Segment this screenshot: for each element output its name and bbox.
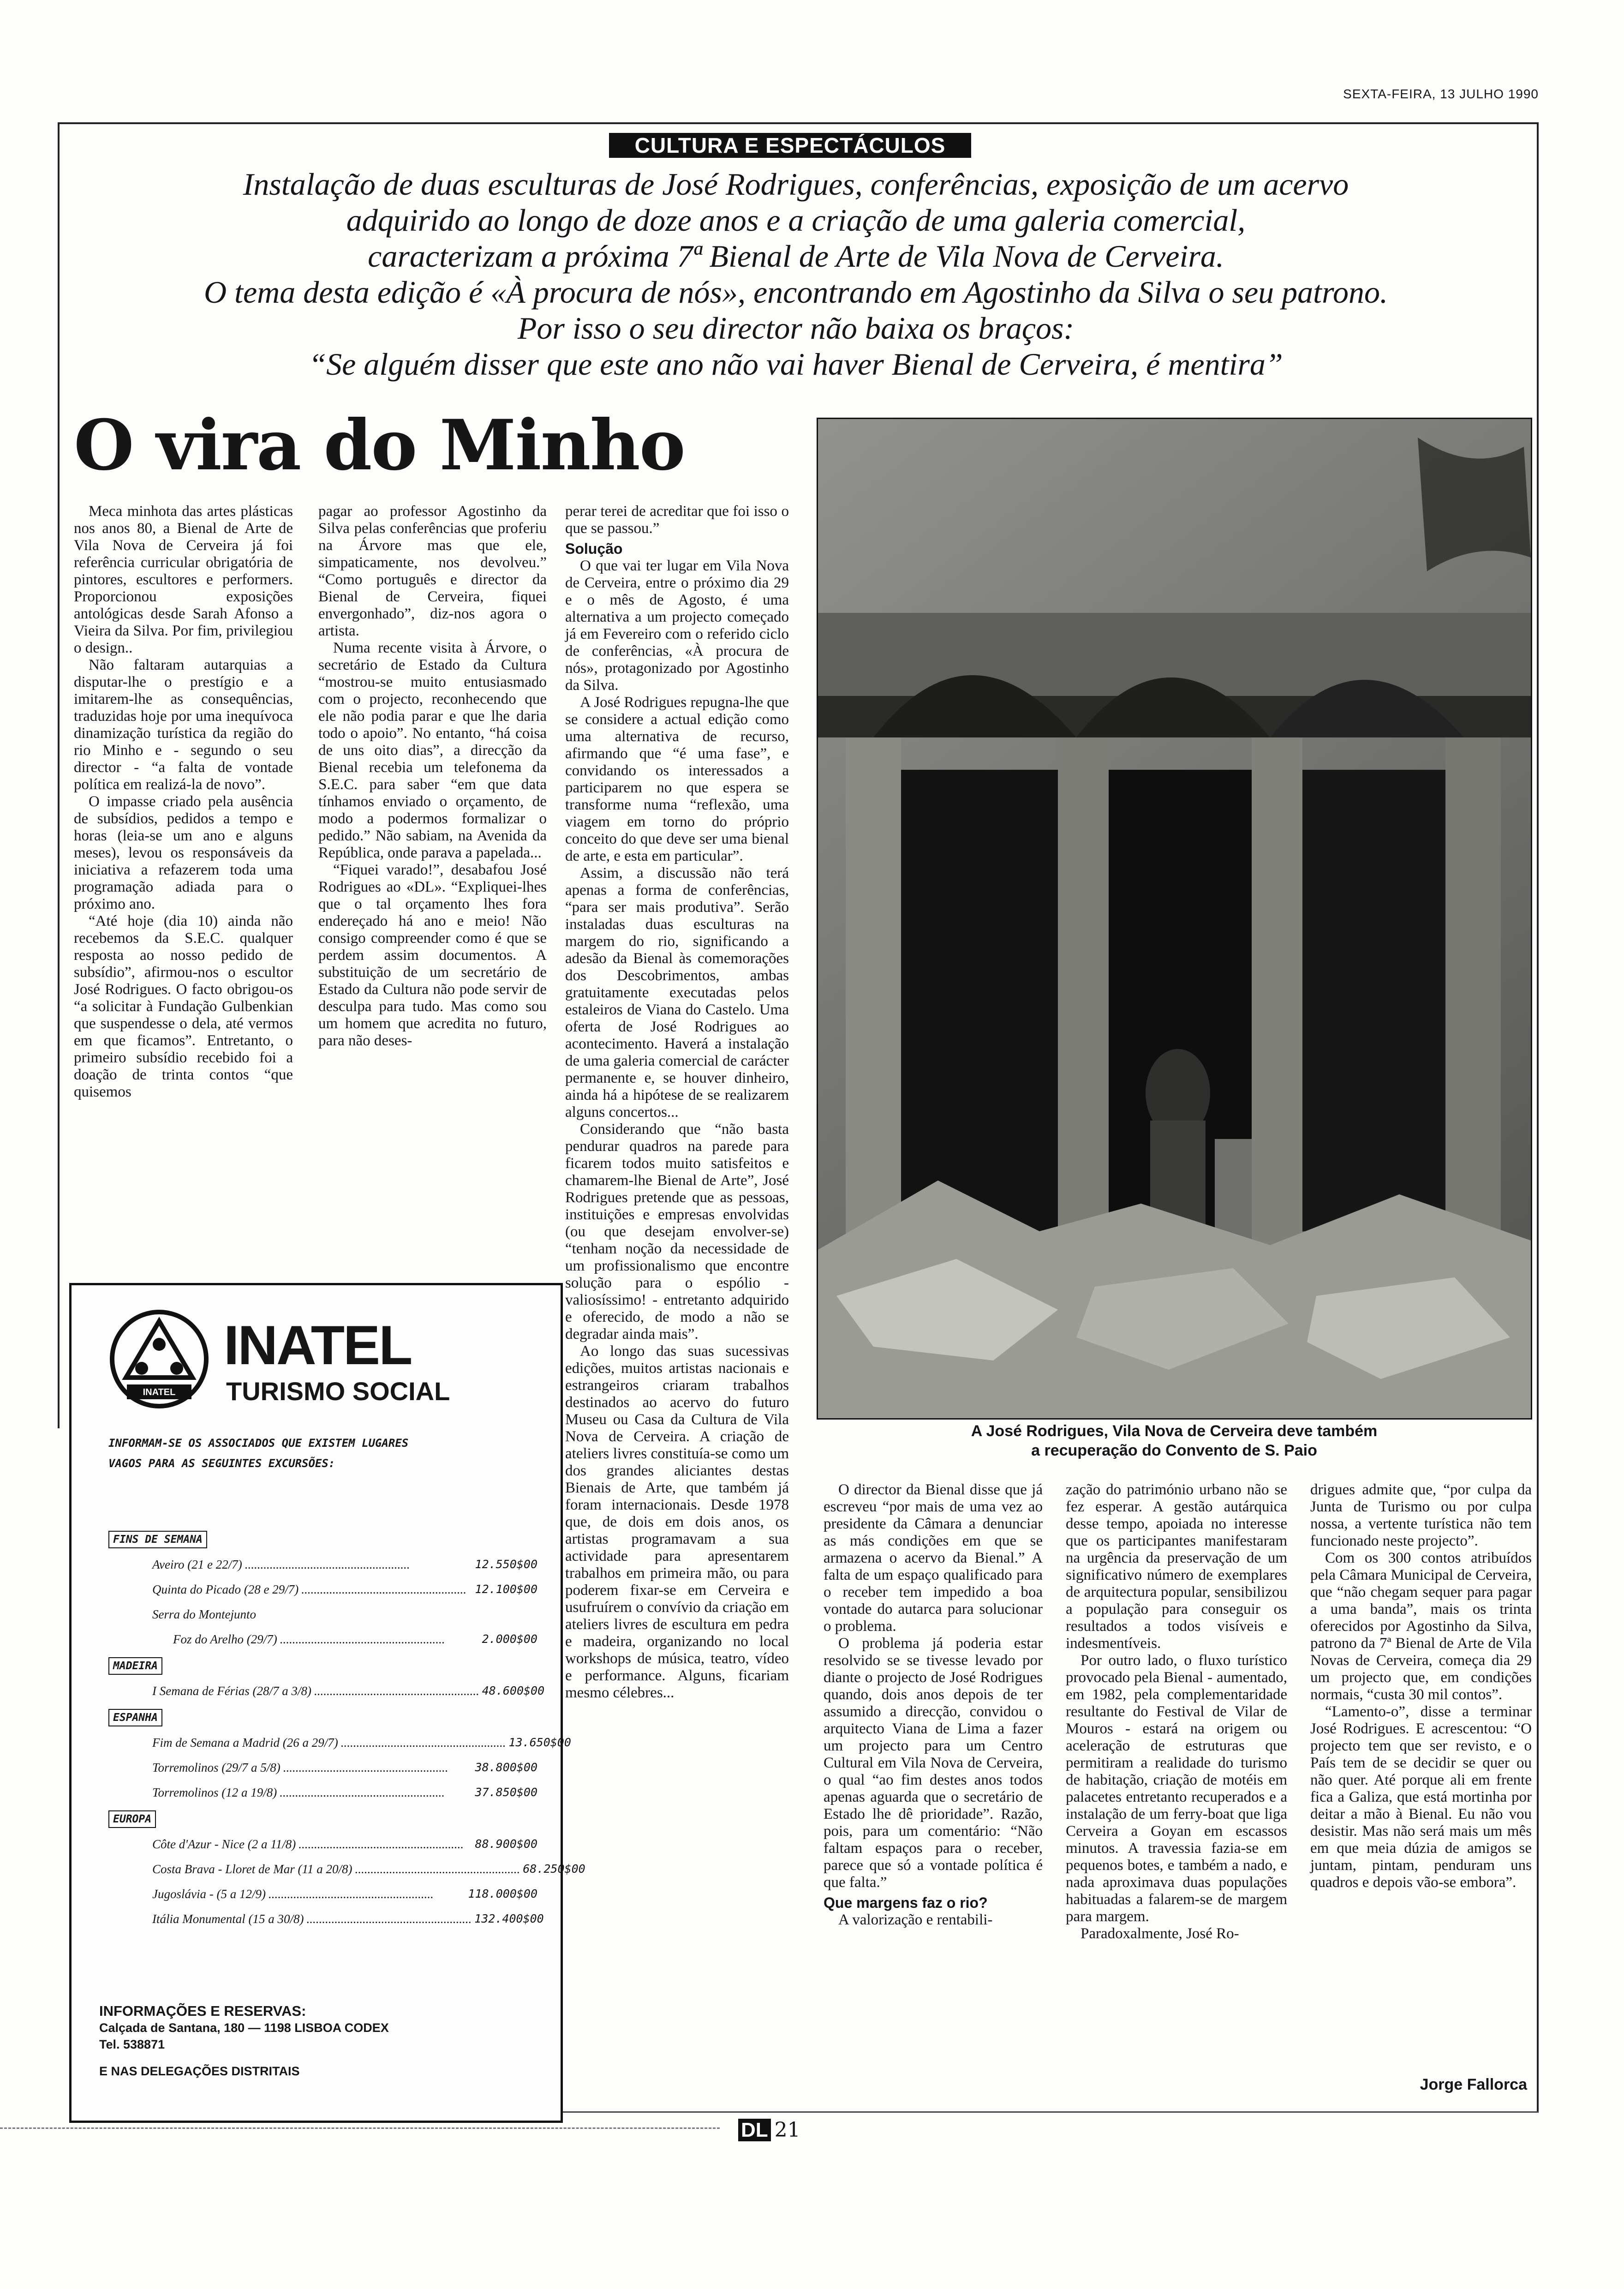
convent-ruin-illustration	[818, 419, 1531, 1418]
article-column-3	[565, 503, 789, 1702]
excursion-name: Foz do Arelho (29/7)	[173, 1632, 277, 1646]
excursion-price: 12.550$00	[475, 1558, 537, 1571]
article-photo	[817, 418, 1532, 1420]
excursion-name: Fim de Semana a Madrid (26 a 29/7)	[152, 1736, 338, 1750]
ad-footer-address: Calçada de Santana, 180 — 1198 LISBOA CODEX	[99, 2021, 389, 2035]
excursion-price: 37.850$00	[475, 1786, 537, 1799]
lead-paragraph	[69, 166, 1522, 382]
ad-intro-line: INFORMAM-SE OS ASSOCIADOS QUE EXISTEM LUGARES	[108, 1437, 409, 1450]
lead-line: Por isso o seu director não baixa os braços:	[517, 311, 1075, 346]
excursion-row: Itália Monumental (15 a 30/8) ..................................................... 132.400$00	[108, 1906, 537, 1931]
excursion-row: Torremolinos (12 a 19/8) ..................................................... 37.850$00	[108, 1780, 537, 1805]
inatel-logo-icon	[108, 1308, 210, 1410]
paragraph: Por outro lado, o fluxo turístico provocado pela Bienal - aumentado, em 1982, pela complementaridade resultante do Festival de Vilar de Mouros - estará na origem ou aceleração de estruturas que permitiram a realidade do turismo de habitação, criação de motéis em palacetes entretanto recuperados e a instalação de um ferry-boat que liga Cerveira a Goyan em escassos minutos. A travessia fazia-se em pequenos botes, e também a nado, e nada aproximava duas populações habituadas a falarem-se de margem para margem.	[1066, 1652, 1287, 1925]
paragraph: Não faltaram autarquias a disputar-lhe o prestígio e a imitarem-lhe as consequências, traduzidas hoje por uma inequívoca dinamização turística da região do rio Minho e - segundo o seu director - “a falta de vontade política em realizá-la de novo”.	[74, 657, 293, 793]
paragraph: Com os 300 contos atribuídos pela Câmara Municipal de Cerveira, que “não chegam sequer para pagar a uma banda”, mais os trinta oferecidos por Agostinho da Silva, patrono da 7ª Bienal de Arte de Vila Novas de Cerveira, começa dia 29 um projecto que, em condições normais, “custa 30 mil contos”.	[1310, 1550, 1532, 1703]
ad-footer-title: INFORMAÇÕES E RESERVAS:	[99, 2003, 306, 2019]
excursion-price: 48.600$00	[482, 1684, 545, 1697]
excursion-row: Costa Brava - Lloret de Mar (11 a 20/8) ..................................................... 68.250$00	[108, 1857, 537, 1882]
footer-divider	[0, 2127, 720, 2129]
frame-right	[1537, 122, 1539, 2111]
article-column-5	[1066, 1481, 1287, 1942]
paragraph: A José Rodrigues repugna-lhe que se considere a actual edição como uma alternativa de recurso, afirmando que “é uma fase”, e convidando os interessados a participarem no que espera se transforme numa “reflexão, uma viagem em torno do próprio conceito do que deve ser uma bienal de arte, e esta em particular”.	[565, 694, 789, 864]
excursion-row: Torremolinos (29/7 a 5/8) ..................................................... 38.800$00	[108, 1755, 537, 1780]
paragraph: “Fiquei varado!”, desabafou José Rodrigues ao «DL». “Expliquei-lhes que o tal orçamento lhes fora endereçado há ano e meio! Não consigo compreender como é que se perdem assim documentos. A substituição de um secretário de Estado da Cultura não pode servir de desculpa para tudo. Mas como sou um homem que acredita no futuro, para não deses-	[318, 862, 547, 1049]
article-column-4	[824, 1481, 1043, 1929]
page-date: SEXTA-FEIRA, 13 JULHO 1990	[1343, 87, 1539, 101]
ad-intro-line: VAGOS PARA AS SEGUINTES EXCURSÕES:	[108, 1457, 335, 1470]
excursion-name: Torremolinos (12 a 19/8)	[152, 1786, 277, 1799]
category-label: MADEIRA	[108, 1657, 162, 1675]
masthead-logo: DL	[738, 2119, 771, 2141]
frame-top	[58, 122, 1539, 124]
page-number	[738, 2118, 800, 2142]
article-column-6	[1310, 1481, 1532, 1891]
excursion-row: I Semana de Férias (28/7 a 3/8) ..................................................... 48.600$00	[108, 1678, 537, 1703]
excursion-name: Quinta do Picado (28 e 29/7)	[152, 1582, 299, 1596]
article-column-2	[318, 503, 547, 1049]
excursion-row: Jugoslávia - (5 a 12/9) ..................................................... 118.000$00	[108, 1882, 537, 1906]
excursion-row: Aveiro (21 e 22/7) ..................................................... 12.550$00	[108, 1552, 537, 1577]
paragraph: O problema já poderia estar resolvido se se tivesse levado por diante o projecto de José Rodrigues quando, dois anos depois de ter assumido a direcção, convidou o arquitecto Viana de Lima a fazer um projecto para um Centro Cultural em Vila Nova de Cerveira, o qual “ao fim destes anos todos apenas aguarda que o secretário de Estado lhe dê prioridade”. Razão, pois, para um comentário: “Não faltam espaços para o receber, parece que só a vontade política é que falta.”	[824, 1635, 1043, 1891]
excursion-name: Costa Brava - Lloret de Mar (11 a 20/8)	[152, 1862, 352, 1876]
excursion-list	[108, 1525, 585, 1931]
paragraph: Paradoxalmente, José Ro-	[1081, 1925, 1239, 1942]
ad-intro	[108, 1433, 533, 1474]
category-label: ESPANHA	[108, 1709, 162, 1726]
article-column-1	[74, 503, 293, 1101]
paragraph: pagar ao professor Agostinho da Silva pelas conferências que proferiu na Árvore mas que ele, simpaticamente, nos devolveu.” “Como português e director da Bienal de Cerveira, fiquei envergonhado”, diz-nos agora o artista.	[318, 503, 547, 639]
ad-footer-phone: Tel. 538871	[99, 2037, 165, 2051]
paragraph: Meca minhota das artes plásticas nos anos 80, a Bienal de Arte de Vila Nova de Cerveira já foi referência curricular obrigatória de pintores, escultores e performers. Proporcionou exposições antológicas desde Sarah Afonso a Vieira da Silva. Por fim, privilegiou o design..	[74, 503, 293, 656]
excursion-price: 118.000$00	[468, 1887, 537, 1900]
page-number-text: 21	[774, 2118, 800, 2142]
paragraph: “Até hoje (dia 10) ainda não recebemos da S.E.C. qualquer resposta ao nosso pedido de subsídio”, afirmou-nos o escultor José Rodrigues. O facto obrigou-os “a solicitar à Fundação Gulbenkian que suspendesse o dela, até vermos em que ficamos”. Entretanto, o primeiro subsídio recebido foi a doação de trinta contos “que quisemos	[74, 913, 293, 1100]
excursion-row	[108, 1602, 537, 1627]
paragraph: perar terei de acreditar que foi isso o que se passou.”	[565, 503, 789, 537]
headline: O vira do Minho	[74, 405, 685, 486]
paragraph: Assim, a discussão não terá apenas a forma de conferências, “para ser mais produtiva”. Serão instaladas duas esculturas na margem do rio, significando a adesão da Bienal às comemorações dos Descobrimentos, ambas gratuitamente executadas pelos estaleiros de Viana do Castelo. Uma oferta de José Rodrigues ao acontecimento. Haverá a instalação de uma galeria comercial de carácter permanente e, se houver dinheiro, ainda há a hipótese de se realizarem alguns concertos...	[565, 865, 789, 1121]
excursion-price: 12.100$00	[475, 1582, 537, 1596]
excursion-price: 88.900$00	[475, 1837, 537, 1851]
excursion-row: Côte d'Azur - Nice (2 a 11/8) ..................................................... 88.900$00	[108, 1832, 537, 1857]
lead-line: adquirido ao longo de doze anos e a criação de uma galeria comercial,	[346, 203, 1246, 238]
ad-subtitle: TURISMO SOCIAL	[226, 1377, 450, 1406]
caption-line: a recuperação do Convento de S. Paio	[1031, 1442, 1317, 1459]
category-label: FINS DE SEMANA	[108, 1531, 207, 1548]
paragraph: zação do património urbano não se fez esperar. A gestão autárquica desse tempo, apoiada no interesse que os participantes manifestaram na urgência da preservação de um significativo número de exemplares de arquitectura popular, sensibilizou a população para conseguir os resultados a todos visíveis e indesmentíveis.	[1066, 1481, 1287, 1652]
excursion-name: Itália Monumental (15 a 30/8)	[152, 1912, 304, 1926]
paragraph: O director da Bienal disse que já escreveu “por mais de uma vez ao presidente da Câmara a denunciar as más condições em que se armazena o acervo da Bienal.” A falta de um espaço qualificado para o receber tem impedido a boa vontade do autarca para solucionar o problema.	[824, 1481, 1043, 1635]
paragraph: O que vai ter lugar em Vila Nova de Cerveira, entre o próximo dia 29 e o mês de Agosto, é uma alternativa a um projecto começado já em Fevereiro com o referido ciclo de conferências, «À procura de nós», protagonizado por Agostinho da Silva.	[565, 557, 789, 694]
excursion-name: Serra do Montejunto	[152, 1607, 256, 1621]
excursion-row: Foz do Arelho (29/7) ..................................................... 2.000$00	[108, 1627, 537, 1652]
excursion-name: Aveiro (21 e 22/7)	[152, 1558, 242, 1571]
paragraph: A valorização e rentabili-	[838, 1911, 993, 1928]
subheading-margens: Que margens faz o rio?	[824, 1894, 988, 1911]
paragraph: “Lamento-o”, disse a terminar José Rodrigues. E acrescentou: “O projecto tem que ser revisto, e o País tem de se decidir se quer ou não quer. Até porque ali em frente fica a Galiza, que está mortinha por deitar a mão à Bienal. Eu não vou desistir. Mas não será mais um mês em que meia dúzia de amigos se juntam, pintam, penduram uns quadros e depois vão-se embora”.	[1310, 1703, 1532, 1891]
ad-brand: INATEL	[224, 1314, 412, 1376]
author-signature: Jorge Fallorca	[1420, 2076, 1527, 2093]
excursion-price: 68.250$00	[523, 1862, 585, 1876]
excursion-name: Jugoslávia - (5 a 12/9)	[152, 1887, 266, 1901]
inatel-advertisement	[69, 1283, 585, 2123]
excursion-price: 2.000$00	[482, 1632, 537, 1646]
paragraph: Numa recente visita à Árvore, o secretário de Estado da Cultura “mostrou-se muito entusiasmado com o projecto, reconhecendo que ele não podia parar e que lhe daria todo o apoio”. No entanto, “há coisa de uns oito dias”, a direcção da Bienal recebia um telefonema da S.E.C. para saber “em que data tínhamos enviado o orçamento, de modo a podermos formalizar o pedido.” Não sabiam, na Avenida da República, onde parava a papelada...	[318, 640, 547, 861]
category-label: EUROPA	[108, 1810, 156, 1828]
frame-bottom	[558, 2111, 1539, 2113]
lead-line: “Se alguém disser que este ano não vai haver Bienal de Cerveira, é mentira”	[309, 347, 1283, 382]
excursion-name: I Semana de Férias (28/7 a 3/8)	[152, 1684, 311, 1698]
section-title: CULTURA E ESPECTÁCULOS	[609, 133, 971, 158]
ad-footer	[99, 2003, 542, 2079]
subheading-solucao: Solução	[565, 540, 623, 557]
excursion-price: 38.800$00	[475, 1761, 537, 1774]
lead-line: caracterizam a próxima 7ª Bienal de Arte de Vila Nova de Cerveira.	[368, 239, 1224, 274]
paragraph: drigues admite que, “por culpa da Junta de Turismo ou por culpa nossa, a vertente turística não tem funcionado neste projecto”.	[1310, 1481, 1532, 1549]
ad-footer-delegations: E NAS DELEGAÇÕES DISTRITAIS	[99, 2064, 300, 2078]
excursion-name: Torremolinos (29/7 a 5/8)	[152, 1761, 281, 1774]
excursion-row: Fim de Semana a Madrid (26 a 29/7) ..................................................... 13.650$00	[108, 1730, 537, 1755]
lead-line: O tema desta edição é «À procura de nós», encontrando em Agostinho da Silva o seu patrono.	[203, 275, 1388, 310]
logo-text: INATEL	[143, 1387, 176, 1397]
paragraph: O impasse criado pela ausência de subsídios, pedidos a tempo e horas (leia-se um ano e alguns meses), levou os responsáveis da iniciativa a refazerem toda uma programação adiada para o próximo ano.	[74, 793, 293, 912]
frame-left	[58, 122, 60, 1428]
photo-caption	[877, 1421, 1472, 1460]
excursion-name: Côte d'Azur - Nice (2 a 11/8)	[152, 1837, 296, 1851]
excursion-row: Quinta do Picado (28 e 29/7) ..................................................... 12.100$00	[108, 1577, 537, 1602]
excursion-price: 13.650$00	[508, 1736, 571, 1749]
lead-line: Instalação de duas esculturas de José Rodrigues, conferências, exposição de um acervo	[243, 167, 1349, 202]
excursion-price: 132.400$00	[474, 1912, 544, 1925]
caption-line: A José Rodrigues, Vila Nova de Cerveira deve também	[971, 1422, 1378, 1440]
paragraph: Ao longo das suas sucessivas edições, muitos artistas nacionais e estrangeiros criaram trabalhos destinados ao acervo do futuro Museu ou Casa da Cultura de Vila Nova de Cerveira. A criação de ateliers livres constituía-se como um dos grandes aliciantes destas Bienais de Arte, que também já foram internacionais. Desde 1978 que, de dois em dois anos, os artistas programavam a sua actividade para apresentarem trabalhos em primeira mão, ou para poderem fixar-se em Cerveira e usufruírem o convívio da criação em ateliers livres de escultura em pedra e madeira, organizando no local workshops de música, teatro, vídeo e performance. Alguns, ficariam mesmo célebres...	[565, 1343, 789, 1701]
paragraph: Considerando que “não basta pendurar quadros na parede para ficarem todos muito satisfeitos e chamarem-lhe Bienal de Arte”, José Rodrigues pretende que as pessoas, instituições e empresas envolvidas (ou que desejam envolver-se) “tenham noção da necessidade de um profissionalismo que encontre solução para o espólio - valiosíssimo! - entretanto adquirido e oferecido, de modo a não se degradar ainda mais”.	[565, 1121, 789, 1342]
